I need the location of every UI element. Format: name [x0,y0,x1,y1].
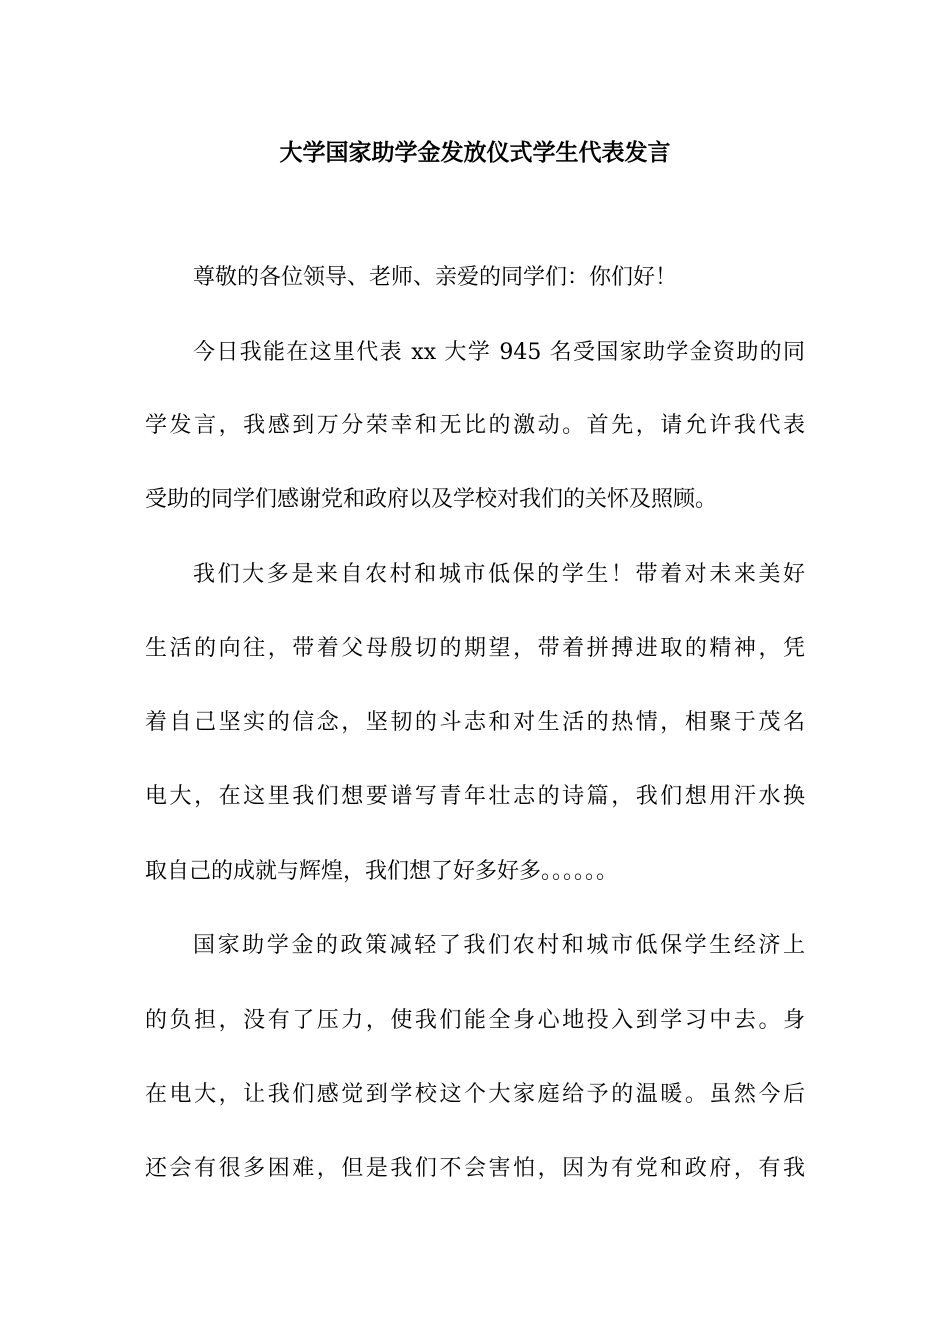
paragraph-line: 我们大多是来自农村和城市低保的学生！带着对未来美好 [193,562,805,587]
document-title: 大学国家助学金发放仪式学生代表发言 [279,140,671,166]
greeting-line: 尊敬的各位领导、老师、亲爱的同学们：你们好！ [193,265,678,290]
paragraph-line: 受助的同学们感谢党和政府以及学校对我们的关怀及照顾。 [145,487,718,512]
paragraph-line: 还会有很多困难，但是我们不会害怕，因为有党和政府，有我 [145,1156,805,1181]
paragraph-line: 国家助学金的政策减轻了我们农村和城市低保学生经济上 [193,933,805,958]
paragraph-line: 在电大，让我们感觉到学校这个大家庭给予的温暖。虽然今后 [145,1082,805,1107]
paragraph-line: 取自己的成就与辉煌，我们想了好多好多。。。。。。 [145,859,619,884]
paragraph-line: 今日我能在这里代表 xx 大学 945 名受国家助学金资助的同 [193,340,805,365]
paragraph-line: 电大，在这里我们想要谱写青年壮志的诗篇，我们想用汗水换 [145,784,805,809]
paragraph-line: 生活的向往，带着父母殷切的期望，带着拼搏进取的精神，凭 [145,636,805,661]
paragraph-line: 着自己坚实的信念，坚韧的斗志和对生活的热情，相聚于茂名 [145,710,805,735]
paragraph-line: 学发言，我感到万分荣幸和无比的激动。首先，请允许我代表 [145,413,805,438]
paragraph-line: 的负担，没有了压力，使我们能全身心地投入到学习中去。身 [145,1008,805,1033]
